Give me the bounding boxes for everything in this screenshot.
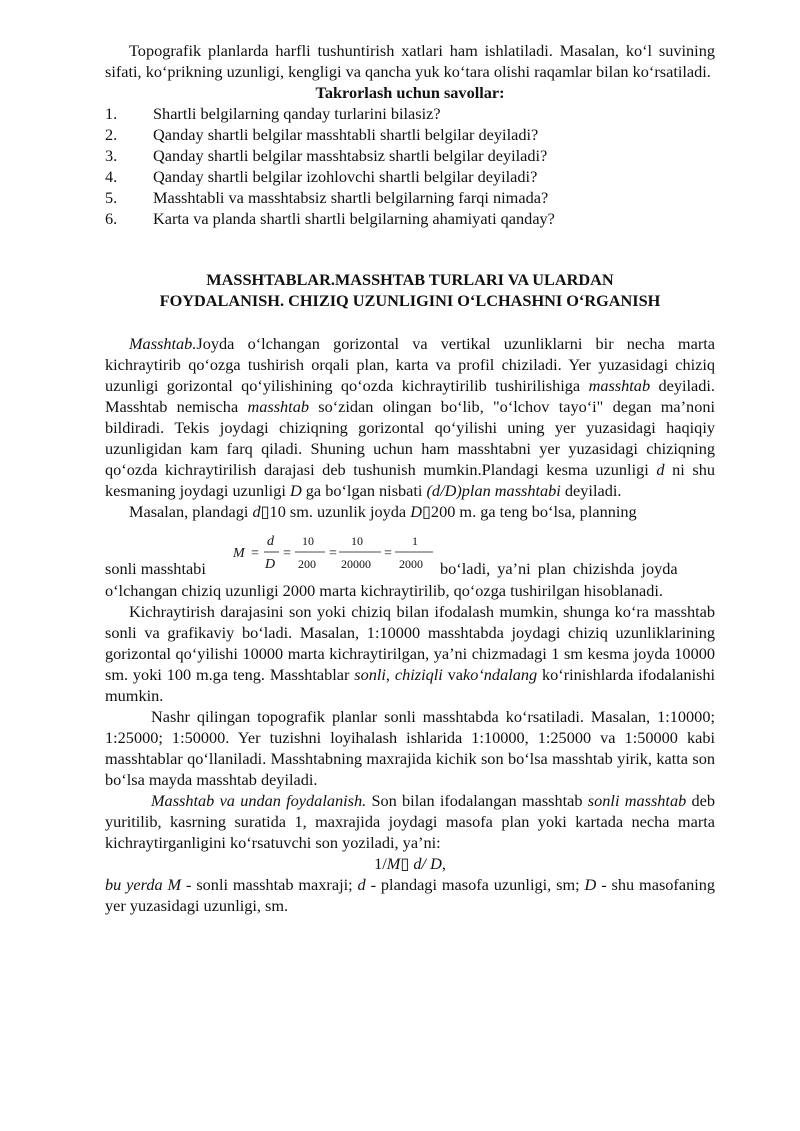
formula-eq: = — [329, 546, 337, 561]
formula-trail-text: bo‘ladi, ya’ni plan chizishda joyda — [440, 559, 678, 578]
section-heading — [105, 269, 715, 311]
question-item: 3. Qanday shartli belgilar masshtabsiz shartli belgilar deyiladi? — [105, 146, 548, 165]
formula-lead-text: sonli masshtabi — [105, 559, 206, 578]
missing-glyph-icon: ▯ — [260, 502, 270, 521]
question-item: 2. Qanday shartli belgilar masshtabli shartli belgilar deyiladi? — [105, 125, 539, 144]
missing-glyph-icon: ▯ — [400, 854, 410, 873]
scale-equation: 1/M▯ d/ D, — [374, 854, 446, 873]
formula-eq: = — [384, 546, 392, 561]
questions-title: Takrorlash uchun savollar: — [315, 83, 505, 102]
formula-eq: = — [283, 546, 291, 561]
formula-eq: = — [251, 546, 259, 561]
document-page — [105, 40, 715, 916]
scale-types-paragraph: Kichraytirish darajasini son yoki chiziq bilan ifodalash mumkin, shunga ko‘ra masshtab sonli va grafikaviy bo‘ladi. Masalan, 1:10000 masshtabda joydagi chiziq uzunliklarining gorizontal qo‘yilishi 10000 marta kichraytirilgan, ya’ni chizmadagi 1 sm kesma joyda 10000 sm. yoki 100 m.ga teng. Masshtablar sonli, chiziqli vako‘ndalang ko‘rinishlarda ifodalanishi mumkin. — [105, 602, 716, 705]
question-item: 5. Masshtabli va masshtabsiz shartli belgilarning farqi nimada? — [105, 188, 549, 207]
formula-num2: 10 — [351, 534, 363, 548]
scale-formula-row — [105, 522, 715, 580]
formula-den3: 2000 — [399, 557, 423, 571]
section-heading-line1: MASSHTABLAR.MASSHTAB TURLARI VA ULARDAN — [206, 270, 614, 289]
variables-explanation: bu yerda M - sonli masshtab maxraji; d - plandagi masofa uzunligi, sm; D - shu masofaning yer yuzasidagi uzunligi, sm. — [105, 875, 716, 915]
formula-m: M — [233, 546, 245, 561]
published-plans-paragraph: Nashr qilingan topografik planlar sonli masshtabda ko‘rsatiladi. Masalan, 1:10000; 1:25000; 1:50000. Yer tuzishni loyihalash ishlarida 1:10000, 1:25000 va 1:50000 kabi masshtablar qo‘llaniladi. Masshtabning maxrajida kichik son bo‘lsa masshtab yirik, katta son bo‘lsa mayda masshtab deyiladi. — [105, 707, 715, 789]
formula-den1: 200 — [298, 557, 316, 571]
formula-d-small: d — [267, 534, 274, 549]
question-item: 6. Karta va planda shartli shartli belgilarning ahamiyati qanday? — [105, 209, 555, 228]
scale-formula — [231, 522, 436, 580]
masshtab-definition-paragraph: Masshtab.Joyda o‘lchangan gorizontal va vertikal uzunliklarni bir necha marta kichraytirib qo‘ozga tushirish orqali plan, karta va profil chiziladi. Yer yuzasidagi chiziq uzunligi gorizontal qo‘yilishining qo‘ozda kichraytirilib tushirilishiga masshtab deyiladi. Masshtab nemischa masshtab so‘zidan olingan bo‘lib, "o‘lchov tayo‘i" degan ma’noni bildiradi. Tekis joydagi chiziqning gorizontal qo‘yilishi uning yer yuzasidagi haqiqiy uzunligidan kam farq qiladi. Shuning uchun ham masshtabni yer yuzasidagi chiziqning qo‘ozda kichraytirilish darajasi deb tushunish mumkin.Plandagi kesma uzunligi d ni shu kesmaning joydagi uzunligi D ga bo‘lgan nisbati (d/D)plan masshtabi deyiladi. — [105, 334, 716, 500]
formula-d-large: D — [265, 557, 276, 572]
formula-continuation: o‘lchangan chiziq uzunligi 2000 marta kichraytirilib, qo‘ozga tushirilgan hisoblanadi. — [105, 581, 663, 600]
missing-glyph-icon: ▯ — [421, 502, 431, 521]
intro-paragraph: Topografik planlarda harfli tushuntirish xatlari ham ishlatiladi. Masalan, ko‘l suvining sifati, ko‘prikning uzunligi, kengligi va qancha yuk ko‘tara olishi raqamlar bilan ko‘rsatiladi. — [105, 41, 715, 81]
formula-num3: 1 — [412, 534, 418, 548]
question-item: 4. Qanday shartli belgilar izohlovchi shartli belgilar deyiladi? — [105, 167, 538, 186]
numeric-scale-paragraph: Masshtab va undan foydalanish. Son bilan ifodalangan masshtab sonli masshtab deb yuritilib, kasrning suratida 1, maxrajida joydagi masofa plan yoki kartada necha marta kichraytirganligini ko‘rsatuvchi son yoziladi, ya’ni: — [105, 791, 715, 852]
example-paragraph: Masalan, plandagi d▯10 sm. uzunlik joyda D▯200 m. ga teng bo‘lsa, planning — [129, 502, 637, 521]
section-heading-line2: FOYDALANISH. CHIZIQ UZUNLIGINI O‘LCHASHNI O‘RGANISH — [159, 291, 661, 310]
question-item: 1. Shartli belgilarning qanday turlarini bilasiz? — [105, 104, 441, 123]
formula-num1: 10 — [302, 534, 314, 548]
questions-list — [105, 103, 715, 229]
formula-den2: 20000 — [341, 557, 371, 571]
